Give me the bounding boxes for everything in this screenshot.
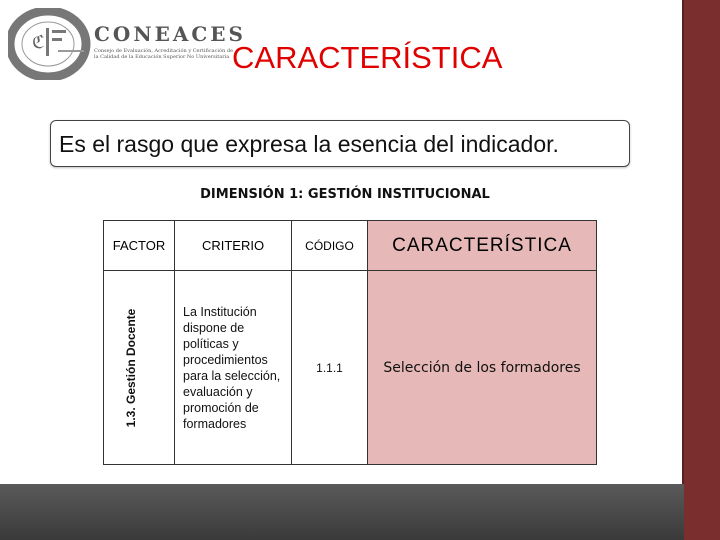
factor-cell	[104, 271, 175, 465]
codigo-cell: 1.1.1	[292, 271, 368, 465]
header-criterio: CRITERIO	[175, 221, 292, 271]
right-decorative-line	[682, 0, 684, 540]
criteria-table	[103, 220, 597, 465]
table-header-row	[104, 221, 597, 271]
criterio-cell: La Institución dispone de políticas y procedimientos para la selección, evaluación y promoción de formadores	[175, 271, 292, 465]
caracteristica-cell: Selección de los formadores	[368, 271, 597, 465]
bottom-decorative-bar	[0, 484, 684, 540]
factor-value: 1.3. Gestión Docente	[124, 308, 138, 427]
table-row	[104, 271, 597, 465]
logo-wordmark: CONEACES	[94, 22, 246, 46]
svg-text:ℭ: ℭ	[32, 32, 45, 53]
header-factor: FACTOR	[104, 221, 175, 271]
header-codigo: CÓDIGO	[292, 221, 368, 271]
definition-box: Es el rasgo que expresa la esencia del indicador.	[50, 120, 630, 167]
header-caracteristica: CARACTERÍSTICA	[368, 221, 597, 271]
coneaces-logo	[8, 8, 246, 82]
slide-title: CARACTERÍSTICA	[232, 40, 503, 75]
dimension-heading: DIMENSIÓN 1: GESTIÓN INSTITUCIONAL	[200, 187, 490, 202]
coneaces-emblem-icon	[8, 8, 92, 80]
logo-subtitle: Consejo de Evaluación, Acreditación y Certificación de la Calidad de la Educación Superior No Universitaria	[94, 48, 234, 60]
right-decorative-bar	[684, 0, 720, 540]
